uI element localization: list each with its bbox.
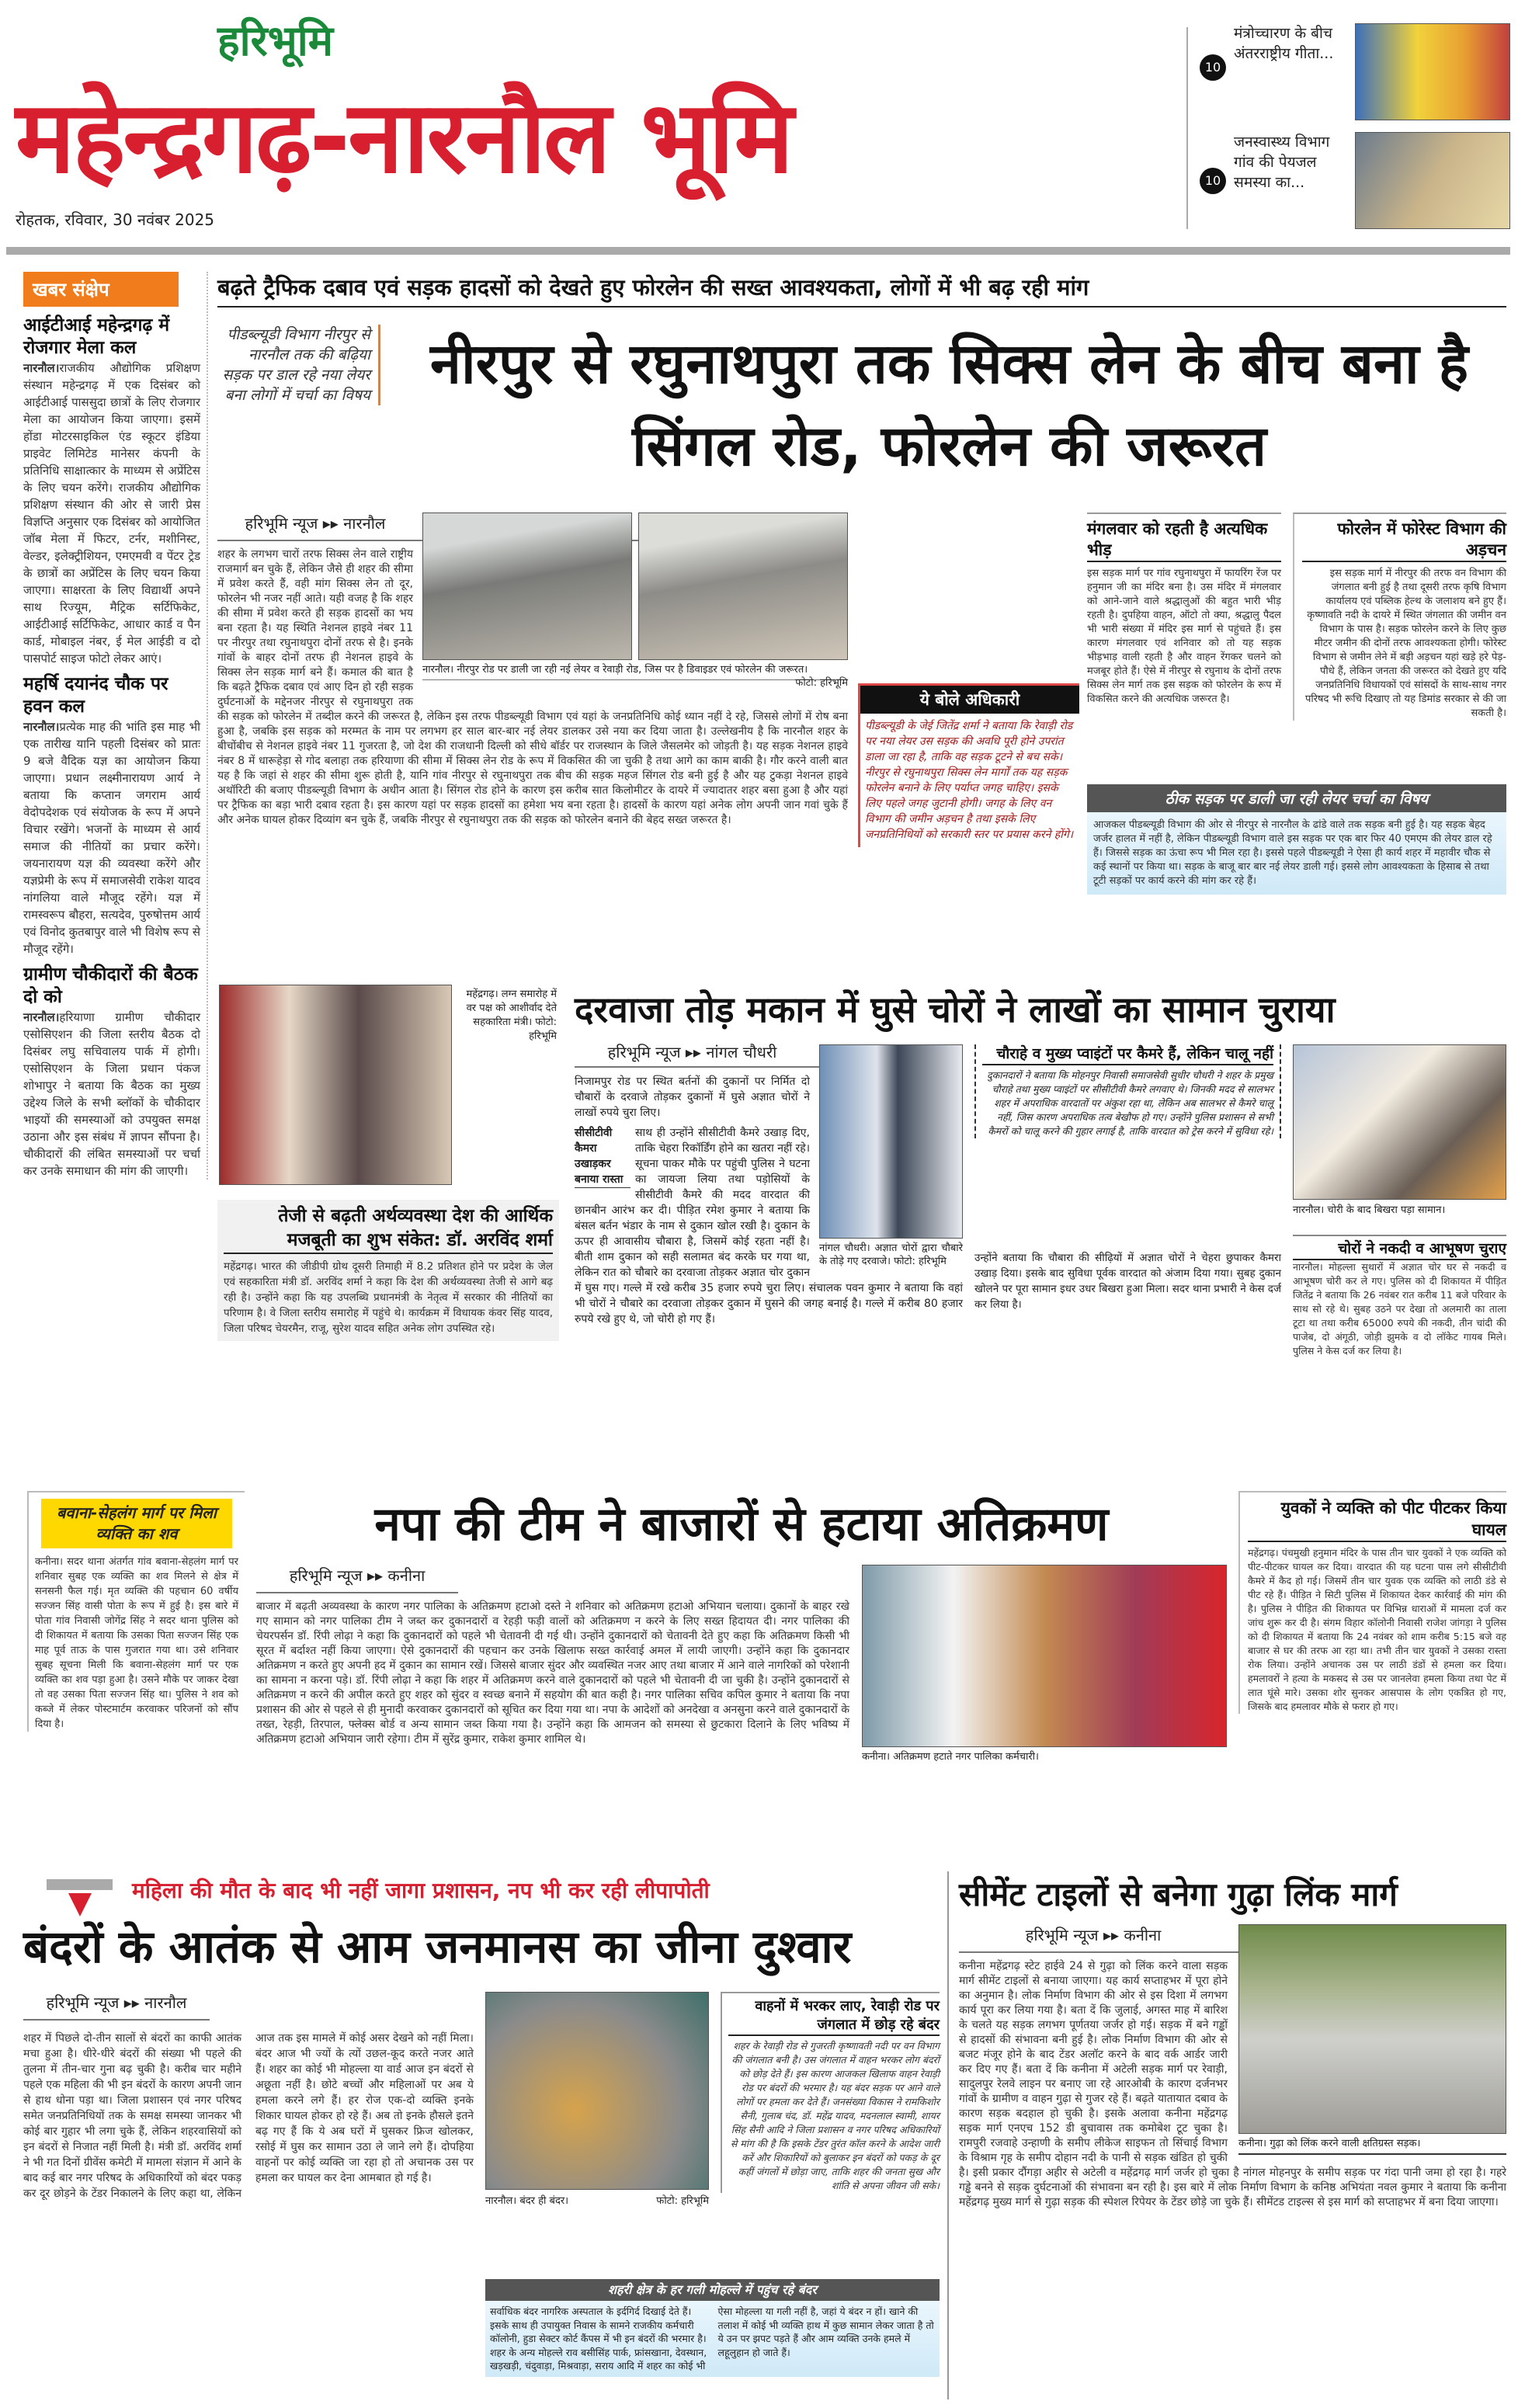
theft-text: साथ ही उन्होंने सीसीटीवी कैमरे उखाड़ दिए, ताकि चेहरा रिकॉर्डिंग होने का खतरा नहीं रहे। सूचना पाकर मौके पर पहुंची पुलिस ने घटना का जायजा लिया तथा पड़ोसियों के सीसीटीवी कैमरे की मदद वारदात की छानबीन आरंभ कर दी। पीड़ित रमेश कुमार ने बताया कि बंसल बर्तन भंडार के नाम से दुकान खोल रखी है। दुकान के ऊपर ही आवासीय चौबारा है, जिसमें कोई रहता नहीं है। बीती शाम दुकान को सही सलामत बंद करके घर गया था, लेकिन रात को चौबारे का दरवाजा तोड़कर अज्ञात चोर दुकान में घुस गए। गल्ले में रखे करीब 35 हजार रुपये चुरा लिए। संचालक पवन कुमार ने बताया कि वहां भी चोरों ने चौबारे का दरवाजा तोड़कर दुकान में घुसने की जगह बनाई है। गल्ले में करीब 80 हजार रुपये रखे हुए थे, जो चोरी हो गए हैं। bbox=[575, 1127, 963, 1326]
dateline-place: नारनौल। bbox=[23, 1010, 60, 1024]
caption-text: नारनौल। बंदर ही बंदर। bbox=[485, 2195, 569, 2207]
lead-body: शहर के लगभग चारों तरफ सिक्स लेन वाले राष्ट्रीय राजमार्ग बन चुके हैं, लेकिन जैसे ही शहर की सीमा में प्रवेश करते हैं, वही मांग सिक्स लेन तो दूर, फोरलेन भी नजर नहीं आते। यही वजह है कि शहर की सीमा में प्रवेश करते ही सड़क हादसों का भय बना रहता है। यह स्थिति नेशनल हाइवे नंबर 11 पर नीरपुर तथा रघुनाथपुरा दोनों तरफ से है। इनके गांवों के बाहर दोनों तरफ ही नेशनल हाइवे के सिक्स लेन सड़क मार्ग बने हैं। कमाल की बात है कि बढ़ते ट्रैफिक दबाव एवं आए दिन हो रही सड़क दुर्घटनाओं के मद्देनजर नीरपुर से रघुनाथपुरा तक की सड़क को फोरलेन में तब्दील करने की जरूरत है, लेकिन इस तरफ पीडब्ल्यूडी विभाग एवं यहां के जनप्रतिनिधि कोई ध्यान नहीं दे रहे, जिससे लोगों में रोष बना हुआ है, जबकि इस सड़क को मरम्मत के नाम पर लगभग हर साल बार-बार नई लेयर डालकर उसे नया कर दिया जाता है। उल्लेखनीय है कि नारनौल शहर के बीचोंबीच से नेशनल हाइवे नंबर 11 गुजरता है, जो देश की राजधानी दिल्ली को सीधे बॉर्डर पर राजस्थान के जिले जैसलमेर को जोड़ती है। यह सड़क नेशनल हाइवे नंबर 8 में धारूहेड़ा से गोद बलाहा तक हरियाणा की सीमा में सिक्स लेन रोड के रूप में विकसित की जा चुकी है तथा आगे का काम बाकी है। गौर करने वाली बात यह है कि जहां से शहर की सीमा शुरू होती है, यानि गांव नीरपुर से रघुनाथपुरा तक बीच की सड़क महज सिंगल रोड बनी हुई है और यह टुकड़ा नेशनल हाइवे अथॉरिटी की बजाए पीडब्ल्यूडी विभाग के अधीन आता है। सिंगल रोड होने के कारण इस करीब सात किलोमीटर के दायरे में ज्यादातर शहर बसा हुआ है और यहां पर ट्रैफिक का बड़ा भारी दबाव रहता है। इस कारण यहां पर सड़क हादसों का हमेशा भय बना रहता है। हादसों के कारण यहां अनेक लोग अपनी जान गवां चुके हैं और अनेक घायल होकर दिव्यांग बन चुके हैं, जबकि नीरपुर से रघुनाथपुरा तक की सड़क को फोरलेन बनाने की बेहद सख्त जरूरत है। bbox=[217, 548, 848, 826]
brief-item bbox=[23, 964, 200, 1180]
dateline-place: नारनौल। bbox=[23, 720, 60, 734]
teaser-2[interactable] bbox=[1200, 132, 1510, 237]
tiles-body: कनीना महेंद्रगढ़ स्टेट हाईवे 24 से गुढ़ा को लिंक करने वाला सड़क मार्ग सीमेंट टाइलों से बनाया जाएगा। यह कार्य सप्ताहभर में पूरा होने का अनुमान है। लोक निर्माण विभाग की ओर से इस दिशा में लगभग कार्य पूरा कर लिया गया है। बता दें कि जुलाई, अगस्त माह में बारिश के चलते यह सड़क लगभग पूर्णतया जर्जर हो गई। सड़क में बने गड्ढों से हादसों की संभावना बनी हुई है। लोक निर्माण विभाग की ओर से बजट मंजूर होने के बाद टेंडर अलॉट करने के बाद वर्क आर्डर जारी कर दिए गए हैं। बता दें कि कनीना में अटेली सड़क मार्ग पर रेवाड़ी, सादुलपुर रेलवे लाइन पर बनाए जा रहे आरओबी के कारण दर्जनभर गांवों के ग्रामीण व वाहन गुढ़ा से गुजर रहे हैं। बढ़ते यातायात दबाव के कारण सड़क बदहाल हो चुकी है। इसके अलावा कनीना महेंद्रगढ़ सड़क मार्ग एनएच 152 डी बुचावास तक कमोबेश टूट चुका है। रामपुरी रजवाहे उन्हाणी के समीप लीकेज साइफन तो सिंचाई विभाग के विश्राम गृह के समीप दोहान नदी के पानी से सड़क खंडित हो चुकी है। इसी प्रकार दौंगड़ा अहीर से अटेली व महेंद्रगढ़ मार्ग जर्जर हो चुका है नांगल मोहनपुर के समीप सड़क पर गंदा पानी जमा हो रहा है। गहरे गड्ढे बनने से सड़क दुर्घटनाओं की संभावना बन रही है। इस बारे में लोक निर्माण विभाग के कनिष्ठ अभियंता नवल कुमार ने बताया कि कनीना महेंद्रगढ़ मुख्य मार्ग से गुढ़ा सड़क की स्पेशल रिपेयर के टेंडर छोड़े जा चुके हैं। सीमेंटड टाइल्स से इस मार्ग को सप्ताहभर में बना दिया जाएगा। bbox=[959, 1960, 1506, 2208]
photo-caption bbox=[422, 663, 848, 689]
door-photo-block bbox=[819, 1044, 963, 1268]
scattered-goods-photo bbox=[1293, 1044, 1506, 1200]
page-number-badge: 10 bbox=[1200, 54, 1226, 81]
damaged-road-photo bbox=[1238, 1924, 1506, 2134]
brand-logo: हरिभूमि bbox=[217, 16, 333, 65]
byline: हरिभूमि न्यूज ▸▸ कनीना bbox=[256, 1565, 458, 1593]
brief-title: आईटीआई महेन्द्रगढ़ में रोजगार मेला कल bbox=[23, 315, 170, 358]
brief-text: प्रत्येक माह की भांति इस माह भी एक तारीख यानि पहली दिसंबर को प्रातः 9 बजे वैदिक यज्ञ का आयोजन किया जाएगा। प्रधान लक्ष्मीनारायण आर्य ने बताया कि कप्तान जगराम आर्य वेदोपदेशक एवं संयोजक के रूप में अपने विचार रखेंगे। भजनों के माध्यम से आर्य समाज की नीतियों का प्रचार करेंगे। जयनारायण यज्ञ की व्यवस्था करेंगे और यज्ञप्रेमी के रूप में समाजसेवी राकेश यादव नांगलिया वाले मौजूद रहेंगे। यज्ञ में रामस्वरूप बौहरा, सत्यदेव, पुरुषोत्तम आर्य एवं विनोद कुतबापुर वाले भी विशेष रूप से मौजूद रहेंगे। bbox=[23, 720, 200, 956]
broken-door-photo bbox=[819, 1044, 963, 1239]
sidebar-text: इस सड़क मार्ग पर गांव रघुनाथपुरा में फायरिंग रेंज पर हनुमान जी का मंदिर बना है। उस मंदिर में मंगलवार को आने-जाने वाले श्रद्धालुओं की बहुत भारी भीड़ रहती है। दुपहिया वाहन, ऑटो तो क्या, श्रद्धालु पैदल भी भारी संख्या में मंदिर इस मार्ग से पहुंचते हैं। इस कारण मंगलवार एवं शनिवार को तो यह सड़क भीड़भाड़ वाली रहती है और वाहन रेंगकर चलने को मजबूर होते हैं। ऐसे में नीरपुर से रघुनाथ के दोनों तरफ सिक्स लेन मार्ग तक इस सड़क को फोरलेन के रूप में विकसित करने की अत्यधिक जरूरत है। bbox=[1087, 568, 1281, 705]
byline: हरिभूमि न्यूज ▸▸ नांगल चौधरी bbox=[575, 1044, 963, 1068]
photo-caption bbox=[819, 1242, 963, 1268]
byline: हरिभूमि न्यूज ▸▸ नारनौल bbox=[23, 1992, 210, 2021]
story-title: युवकों ने व्यक्ति को पीट पीटकर किया घायल bbox=[1248, 1497, 1506, 1542]
photo-credit: फोटो: हरिभूमि bbox=[894, 1256, 947, 1267]
encroachment-photo bbox=[862, 1565, 1227, 1747]
tiles-body-block bbox=[959, 1924, 1506, 2210]
story-text: कनीना। सदर थाना अंतर्गत गांव बवाना-सेहलंग मार्ग पर शनिवार सुबह एक व्यक्ति का शव मिलने से क्षेत्र में सनसनी फैल गई। मृत व्यक्ति की पहचान 60 वर्षीय सज्जन सिंह वासी पोता के रूप में हुई है। इस बारे में पोता गांव निवासी जोगेंद्र सिंह ने सदर थाना पुलिस को दी शिकायत में बताया कि उसका पिता सज्जन सिंह एक माह पूर्व ताऊ के पास गुजरात गया था। उसे शनिवार सुबह सूचना मिली कि बवाना-सेहलंग मार्ग पर एक व्यक्ति का शव पड़ा हुआ है। उसने मौके पर जाकर देखा तो वह उसका पिता सज्जन सिंह था। पुलिस ने शव को कब्जे में लेकर पोस्टमार्टम करवाकर परिजनों को सौंप दिया है। bbox=[35, 1556, 238, 1730]
brief-text: हरियाणा ग्रामीण चौकीदार एसोसिएशन की जिला स्तरीय बैठक दो दिसंबर लघु सचिवालय पार्क में होगी। एसोसिएशन के जिला प्रधान पंकज शोभापुर ने बताया कि बैठक का मुख्य उद्देश्य जिले के सभी ब्लॉकों के चौकीदार भाइयों की समस्याओं को उपयुक्त समक्ष उठाना और इस संबंध में ज्ञापन सौंपना है। चौकीदारों की लंबित समस्याओं पर चर्चा कर उनके समाधान की मांग की जाएगी। bbox=[23, 1010, 200, 1178]
brief-label: खबर संक्षेप bbox=[23, 272, 179, 307]
lead-body-block bbox=[217, 513, 848, 828]
encroach-body-block bbox=[256, 1565, 1227, 1768]
photo-caption: महेंद्रगढ़। लग्न समारोह में वर पक्ष को आशीर्वाद देते सहकारिता मंत्री। फोटो: हरिभूमि bbox=[466, 989, 557, 1042]
brief-text: राजकीय औद्योगिक प्रशिक्षण संस्थान महेन्द्रगढ़ में एक दिसंबर को आईटीआई पाससुदा छात्रों के लिए रोजगार मेला का आयोजन किया जाएगा। इसमें होंडा मोटरसाइकिल एंड स्कूटर इंडिया प्राइवेट लिमिटेड मानेसर कंपनी के प्रतिनिधि साक्षात्कार के माध्यम से अप्रेंटिस के लिए चयन करेंगे। राजकीय औद्योगिक प्रशिक्षण संस्थान की ओर से जारी प्रेस विज्ञप्ति अनुसार एक दिसंबर को आयोजित जॉब मेला में फिटर, टर्नर, मशीनिस्ट, वेल्डर, इलेक्ट्रीशियन, एमएमवी व पेंटर ट्रेड के छात्रों का अप्रेंटिस के लिए चयन किया जाएगा। साक्षरता के लिए विद्यार्थी अपने साथ रिज्यूम, मैट्रिक सर्टिफिकेट, आईटीआई सर्टिफिकेट, आधार कार्ड व पैन कार्ड, मोबाइल नंबर, ई मेल आईडी व दो पासपोर्ट साइज फोटो लेकर आएं। bbox=[23, 361, 200, 665]
graybox-title: ठीक सड़क पर डाली जा रही लेयर चर्चा का विषय bbox=[1087, 784, 1506, 812]
photo-caption: नारनौल। चोरी के बाद बिखरा पड़ा सामान। bbox=[1293, 1204, 1446, 1216]
brief-title: महर्षि दयानंद चौक पर हवन कल bbox=[23, 674, 168, 717]
economy-story bbox=[217, 1200, 559, 1341]
masthead-title: महेन्द्रगढ़-नारनौल भूमि bbox=[16, 80, 792, 196]
graybox-text: आजकल पीडब्ल्यूडी विभाग की ओर से नीरपुर से नारनौल के ढांडे वाले तक सड़क बनी हुई है। यह सड़क बेहद जर्जर हालत में नहीं है, लेकिन पीडब्ल्यूडी विभाग वाले इस सड़क पर एक बार फिर 40 एमएम की लेयर डाल रहे हैं। जिससे सड़क का ऊंचा रूप भी मिल रहा है। इससे पहले पीडब्ल्यूडी ने ऐसा ही कार्य शहर में महावीर चौक से कई स्थानों पर किया था। सड़क के बाजू बार बार नई लेयर डाली गई। इससे लोग आवश्यकता के हिसाब से तथा टूटी सड़कों पर कार्य करने की मांग कर रहे हैं। bbox=[1087, 812, 1506, 895]
officials-box bbox=[858, 683, 1079, 847]
news-brief-column bbox=[23, 272, 208, 1180]
photo-caption: कनीना। अतिक्रमण हटाते नगर पालिका कर्मचारी। bbox=[862, 1751, 1039, 1763]
byline: हरिभूमि न्यूज ▸▸ कनीना bbox=[959, 1924, 1506, 1953]
encroach-headline: नपा की टीम ने बाजारों से हटाया अतिक्रमण bbox=[374, 1497, 1109, 1551]
sidebar-title: फोरलेन में फोरेस्ट विभाग की अड़चन bbox=[1302, 519, 1506, 562]
lead-headline: नीरपुर से रघुनाथपुरा तक सिक्स लेन के बीच बना है सिंगल रोड, फोरलेन की जरूरत bbox=[430, 331, 1468, 478]
sidebar-title: मंगलवार को रहती है अत्यधिक भीड़ bbox=[1087, 519, 1281, 562]
cash-jewel-story bbox=[1293, 1235, 1506, 1358]
sidebar-forest bbox=[1293, 513, 1506, 721]
theft-intro: निजामपुर रोड पर स्थित बर्तनों की दुकानों पर निर्मित दो चौबारों के दरवाजे तोड़कर दुकानों में घुसे अज्ञात चोरों ने लाखों रुपये चुरा लिए। bbox=[575, 1075, 810, 1119]
road-photo-2 bbox=[638, 513, 848, 660]
side-head: सीसीटीवी कैमरा उखाड़कर बनाया रास्ता bbox=[575, 1125, 630, 1188]
teaser-text: जनस्वास्थ्य विभाग गांव की पेयजल समस्या का... bbox=[1234, 134, 1330, 191]
tiles-headline: सीमेंट टाइलों से बनेगा गुढ़ा लिंक मार्ग bbox=[959, 1875, 1398, 1913]
teaser-1[interactable] bbox=[1200, 23, 1510, 124]
lead-kicker: बढ़ते ट्रैफिक दबाव एवं सड़क हादसों को देखते हुए फोरलेन की सख्त आवश्यकता, लोगों में भी बढ़ रही मांग bbox=[217, 272, 1506, 308]
teaser-text: मंत्रोच्चारण के बीच अंतरराष्ट्रीय गीता... bbox=[1234, 25, 1334, 62]
monkey-headline: बंदरों के आतंक से आम जनमानस का जीना दुश्वार bbox=[23, 1920, 852, 1973]
tiles-photo-block bbox=[1238, 1924, 1506, 2155]
teaser-photo bbox=[1355, 132, 1510, 229]
caption-text: नारनौल। नीरपुर रोड पर डाली जा रही नई लेयर व रेवाड़ी रोड, जिस पर है डिवाइडर एवं फोरलेन की जरूरत। bbox=[422, 664, 808, 676]
box-text: दुकानदारों ने बताया कि मोहनपुर निवासी समाजसेवी सुधीर चौधरी ने शहर के प्रमुख चौराहे तथा मुख्य प्वाइंटों पर सीसीटीवी कैमरे लगवाए थे। जिनकी मदद से सालभर शहर में अपराधिक वारदातों पर अंकुश रहा था, लेकिन अब सालभर से कैमरे चालू नहीं, जिस कारण अपराधिक तत्व बेखौफ हो गए। उन्होंने पुलिस प्रशासन से सभी कैमरों को चालू करने की गुहार लगाई है, ताकि वारदात को ट्रेस करने में सुविधा रहे। bbox=[986, 1069, 1273, 1137]
brief-title: ग्रामीण चौकीदारों की बैठक दो को bbox=[23, 964, 198, 1007]
brief-item bbox=[23, 673, 200, 957]
story-text: महेंद्रगढ़। पंचमुखी हनुमान मंदिर के पास तीन चार युवकों ने एक व्यक्ति को पीट-पीटकर घायल कर दिया। वारदात की यह घटना पास लगे सीसीटीवी कैमरे में कैद हो गई। जिसमें तीन चार युवक एक व्यक्ति को लाठी डंडे से पीट रहे हैं। पीड़ित ने सिटी पुलिस में शिकायत देकर कार्रवाई की मांग की है। पुलिस ने पीड़ित की शिकायत पर विभिन्न धाराओं में मामला दर्ज कर जांच शुरू कर दी है। संगम विहार कॉलोनी निवासी राजेश जांगड़ा ने पुलिस को दी शिकायत में बताया कि 24 नवंबर को शाम करीब 5:15 बजे वह बाजार से घर की तरफ आ रहा था। तभी तीन चार युवकों ने उसका रास्ता रोक लिया। उन्होंने अचानक उस पर लाठी डंडों से हमला कर दिया। हमलावरों ने हत्या के मकसद से उस पर जानलेवा हमला किया तथा पेट में लात घूंसे मारे। उसका शोर सुनकर आसपास के लोग एकत्रित हो गए, जिसके बाद हमलावर मौके से फरार हो गए। bbox=[1248, 1547, 1506, 1712]
dateline: रोहतक, रविवार, 30 नवंबर 2025 bbox=[16, 210, 215, 229]
dateline-place: नारनौल। bbox=[23, 361, 60, 375]
officials-title: ये बोले अधिकारी bbox=[860, 686, 1079, 714]
monkey-kicker: महिला की मौत के बाद भी नहीं जागा प्रशासन, नप भी कर रही लीपापोती bbox=[132, 1878, 710, 1903]
encroach-photo-block bbox=[862, 1565, 1227, 1763]
graybox-title: शहरी क्षेत्र के हर गली मोहल्ले में पहुंच रहे बंदर bbox=[485, 2279, 940, 2301]
caption-text: नांगल चौधरी। अज्ञात चोरों द्वारा चौबारे के तोड़े गए दरवाजे। bbox=[819, 1242, 963, 1267]
pull-quote: पीडब्ल्यूडी विभाग नीरपुर से नारनौल तक की बढ़िया सड़क पर डाल रहे नया लेयर बना लोगों में चर्चा का विषय bbox=[221, 325, 380, 405]
monkey-sidebar bbox=[721, 1992, 940, 2193]
theft-body-block bbox=[575, 1044, 963, 1327]
camera-box bbox=[974, 1044, 1281, 1138]
monkey-body: शहर में पिछले दो-तीन सालों से बंदरों का काफी आतंक मचा हुआ है। धीरे-धीरे बंदरों की संख्या भी पहले की तुलना में तीन-चार गुना बढ़ चुकी है। करीब चार महीने पहले एक महिला की भी इन बंदरों के कारण अपनी जान से हाथ धोना पड़ा था। जिला प्रशासन एवं नगर परिषद समेत जनप्रतिनिधियों तक के समक्ष समस्या जानकर भी कोई बार गुहार भी लगा चुके हैं, लेकिन शहरवासियों को इन बंदरों से निजात नहीं मिली है। मंत्री डॉ. अरविंद शर्मा ने भी गत दिनों ग्रीवेंस कमेटी में मामला संज्ञान में आने के बाद कई बार नगर परिषद के अधिकारियों को बंदर पकड़ कर दूर छोड़ने के टेंडर निकालने के लिए कहा था, लेकिन आज तक इस मामले में कोई असर देखने को नहीं मिला। बंदर आज भी ज्यों के त्यों उछल-कूद करते नजर आते हैं। शहर का कोई भी मोहल्ला या वार्ड आज इन बंदरों से अछूता नहीं है। छोटे बच्चों और महिलाओं पर अब ये हमला करने लगे हैं। हर रोज एक-दो व्यक्ति इनके शिकार घायल होकर हो रहे हैं। अब तो इनके हौसले इतने बढ़ गए हैं कि ये अब घरों में घुसकर फ्रिज खोलकर, रसोई में घुस कर सामान उठा ले जाने लगे हैं। दोपहिया वाहनों पर कोई व्यक्ति जा रहा हो तो अचानक उस पर हमला कर घायल कर देना आमबात हो गई है। bbox=[23, 2032, 474, 2200]
brief-item bbox=[23, 314, 200, 667]
byline: हरिभूमि न्यूज ▸▸ नारनौल bbox=[217, 513, 848, 541]
body-found-story bbox=[27, 1491, 245, 1732]
graybox-text: सर्वाधिक बंदर नागरिक अस्पताल के इर्दगिर्द दिखाई देते हैं। इसके साथ ही उपायुक्त निवास के सामने राजकीय कर्मचारी कॉलोनी, हुडा सेक्टर कोर्ट कैंपस में भी इन बंदरों की भरमार है। शहर के अन्य मोहल्ले राव बसीसिंह पार्क, फ्रांसखाना, देवस्थान, खड़खड़ी, चंदुवाड़ा, मिश्रवाड़ा, सराय आदि में शहर का कोई भी ऐसा मोहल्ला या गली नहीं है, जहां ये बंदर न हों। खाने की तलाश में कोई भी व्यक्ति हाथ में कुछ सामान लेकर जाता है तो ये उन पर झपट पड़ते हैं और आम व्यक्ति उनके हमले में लहूलुहान हो जाते हैं। bbox=[485, 2301, 940, 2377]
economy-text: महेंद्रगढ़। भारत की जीडीपी ग्रोथ दूसरी तिमाही में 8.2 प्रतिशत होने पर प्रदेश के जेल एवं सहकारिता मंत्री डॉ. अरविंद शर्मा ने कहा कि देश की अर्थव्यवस्था तेजी से आगे बढ़ रही है। उन्होंने कहा कि यह उपलब्धि प्रधानमंत्री के नेतृत्व में सरकार की नीतियों का परिणाम है। वे जिला स्तरीय समारोह में पहुंचे थे। कार्यक्रम में विधायक कंवर सिंह यादव, जिला परिषद चेयरमैन, राजू, सुरेश यादव सहित अनेक लोग उपस्थित रहे। bbox=[224, 1260, 553, 1335]
story-text: नारनौल। मोहल्ला सुथारों में अज्ञात चोर घर से नकदी व आभूषण चोरी कर ले गए। पुलिस को दी शिकायत में पीड़ित जितेंद्र ने बताया कि 26 नवंबर रात करीब 11 बजे परिवार के साथ सो रहे थे। सुबह उठने पर देखा तो अलमारी का ताला टूटा था तथा करीब 65000 रुपये की नकदी, तीन चांदी की पाजेब, दो अंगूठी, जोड़ी झुमके व दो लॉकेट गायब मिले। पुलिस ने केस दर्ज कर लिया है। bbox=[1293, 1261, 1506, 1357]
monkey-graybox bbox=[485, 2279, 940, 2377]
sidebar-text: शहर के रेवाड़ी रोड से गुजरती कृष्णावती नदी पर वन विभाग की जंगलात बनी है। उस जंगलात में वाहन भरकर लोग बंदरों को छोड़ देते हैं। इस कारण आजकल खिलाफ वाहन रेवाड़ी रोड पर बंदरों की भरमार है। यह बंदर सड़क पर आने वाले लोगों पर हमला कर देते हैं। जनसंख्या विकास ने रामकिशोर सैनी, गुलाब चंद, डॉ. महेंद्र यादव, मदनलाल स्वामी, शायर सिंह सैनी आदि ने जिला प्रशासन व नगर परिषद अधिकारियों से मांग की है कि इसके टेंडर तुरंत कॉल करने के आदेश जारी करें और शिकारियों को बुलाकर इन बंदरों को पकड़ के दूर कहीं जंगलों में छोड़ा जाए, ताकि शहर की जनता सुख और शांति से अपना जीवन जी सके। bbox=[730, 2040, 940, 2191]
photo-credit: फोटो: हरिभूमि bbox=[795, 677, 848, 689]
page-number-badge: 10 bbox=[1200, 168, 1226, 194]
theft-more: उन्होंने बताया कि चौबारा की सीढ़ियों में अज्ञात चोरों ने चेहरा छुपाकर कैमरा उखाड़ दिया। इसके बाद सुविधा पूर्वक वारदात को अंजाम दिया गया। सुबह दुकान खोलने पर पूरा सामान इधर उधर बिखरा हुआ मिला। सदर थाना प्रभारी ने केस दर्ज कर लिया है। bbox=[974, 1252, 1281, 1311]
photo-caption bbox=[485, 2194, 709, 2208]
assault-story bbox=[1238, 1491, 1506, 1714]
lead-photos bbox=[422, 513, 848, 690]
monkeys-photo bbox=[485, 1992, 709, 2190]
story-title: बवाना-सेहलंग मार्ग पर मिला व्यक्ति का शव bbox=[41, 1499, 232, 1548]
box-title: चौराहे व मुख्य प्वाइंटों पर कैमरे हैं, लेकिन चालू नहीं bbox=[982, 1044, 1273, 1065]
economy-headline: तेजी से बढ़ती अर्थव्यवस्था देश की आर्थिक मजबूती का शुभ संकेत: डॉ. अरविंद शर्मा bbox=[224, 1204, 553, 1254]
sidebar-text: इस सड़क मार्ग में नीरपुर की तरफ वन विभाग की जंगलात बनी हुई है तथा दूसरी तरफ कृषि विभाग कार्यालय एवं पब्लिक हेल्थ के जलाशय बने हुए हैं। कृष्णावति नदी के दायरे में स्थित जंगलात की जमीन वन विभाग के पास है। सड़क फोरलेन करने के लिए कुछ मीटर जमीन की दोनों तरफ आवश्यकता होगी। फोरेस्ट विभाग से जमीन लेने में बड़ी अड़चन यहां खड़े हरे पेड़-पौधे हैं, लेकिन जनता की जरूरत को देखते हुए यदि जनप्रतिनिधि विधायकों एवं सांसदों के साथ-साथ नगर परिषद भी रूचि दिखाए तो यह डिमांड सरकार से की जा सकती है। bbox=[1304, 568, 1506, 719]
road-photo-1 bbox=[422, 513, 632, 660]
encroach-body: बाजार में बढ़ती अव्यवस्था के कारण नगर पालिका के अतिक्रमण हटाओ दस्ते ने शनिवार को अतिक्रमण हटाओ अभियान चलाया। दुकानों के बाहर रखे गए सामान को नगर पालिका टीम ने जब्त कर दुकानदारों व रेहड़ी फड़ी वालों को अतिक्रमण न करने के लिए सख्त हिदायत दी। नगर पालिका की चेयरपर्सन डॉ. रिंपी लोढ़ा ने कहा कि दुकानदारों को पहले भी चेतावनी दी गई थी। उन्होंने दुकानदारों को चेतावनी देते हुए कहा कि अतिक्रमण किसी भी सूरत में बर्दाश्त नहीं किया जाएगा। ऐसे दुकानदारों की पहचान कर उनके खिलाफ सख्त कार्रवाई अमल में लायी जाएगी। उन्होंने कहा कि दुकानदार अतिक्रमण न करते हुए अपनी हद में दुकान का सामान रखें। जिससे बाजार सुंदर और व्यवस्थित नजर आए तथा बाजार में आने वाले नागरिकों को परेशानी का सामना न करना पड़े। डॉ. रिंपी लोढ़ा ने कहा कि शहर में अतिक्रमण करने वाले दुकानदारों को पहले भी चेतावनी दी जा चुकी है। उन्होंने दुकानदारों से अतिक्रमण न करने की अपील करते हुए शहर को सुंदर व स्वच्छ बनाने में सहयोग की बात कही है। नगर पालिका सचिव कपिल कुमार ने बताया कि नपा प्रशासन की ओर से पहले से ही मुनादी करवाकर दुकानदारों को सूचित कर दिया गया था। नपा के आदेशों को अनदेखा व अनसुना करने वाले दुकानदारों के तख्त, रेहड़ी, तिरपाल, फ्लेक्स बोर्ड व अन्य सामान जब्त किया गया है। उन्होंने कहा कि आमजन को समस्या से छुटकारा दिलाने के लिए भविष्य में अतिक्रमण हटाओ अभियान जारी रहेगा। टीम में सुरेंद्र कुमार, राकेश कुमार शामिल थे। bbox=[256, 1600, 849, 1746]
teaser-photo bbox=[1355, 23, 1510, 120]
layer-graybox bbox=[1087, 784, 1506, 895]
story-title: चोरों ने नकदी व आभूषण चुराए bbox=[1293, 1239, 1506, 1260]
officials-text: पीडब्ल्यूडी के जेई जितेंद्र शर्मा ने बताया कि रेवाड़ी रोड पर नया लेयर उस सड़क की अवधि पूरी होने उपरांत डाला जा रहा है, ताकि वह सड़क टूटने से बच सके। नीरपुर से रघुनाथपुरा सिक्स लेन मार्गों तक यह सड़क फोरलेन बनाने के लिए पर्याप्त जगह चाहिए। इसके लिए पहले जगह जुटानी होगी। जगह के लिए वन विभाग की जमीन अड़चन है तथा इसके लिए जनप्रतिनिधियों को सरकारी स्तर पर प्रयास करने होंगे। bbox=[865, 720, 1074, 841]
sidebar-crowd bbox=[1087, 513, 1281, 707]
photo-caption: कनीना। गुढ़ा को लिंक करने वाली क्षतिग्रस्त सड़क। bbox=[1238, 2137, 1506, 2155]
masthead-divider bbox=[6, 247, 1510, 255]
sidebar-title: वाहनों में भरकर लाए, रेवाड़ी रोड पर जंगलात में छोड़ रहे बंदर bbox=[728, 1997, 940, 2036]
theft-headline: दरवाजा तोड़ मकान में घुसे चोरों ने लाखों का सामान चुराया bbox=[575, 989, 1336, 1030]
photo-credit: फोटो: हरिभूमि bbox=[656, 2195, 709, 2207]
chevron-down-icon bbox=[47, 1879, 113, 1890]
ceremony-photo bbox=[219, 985, 452, 1185]
